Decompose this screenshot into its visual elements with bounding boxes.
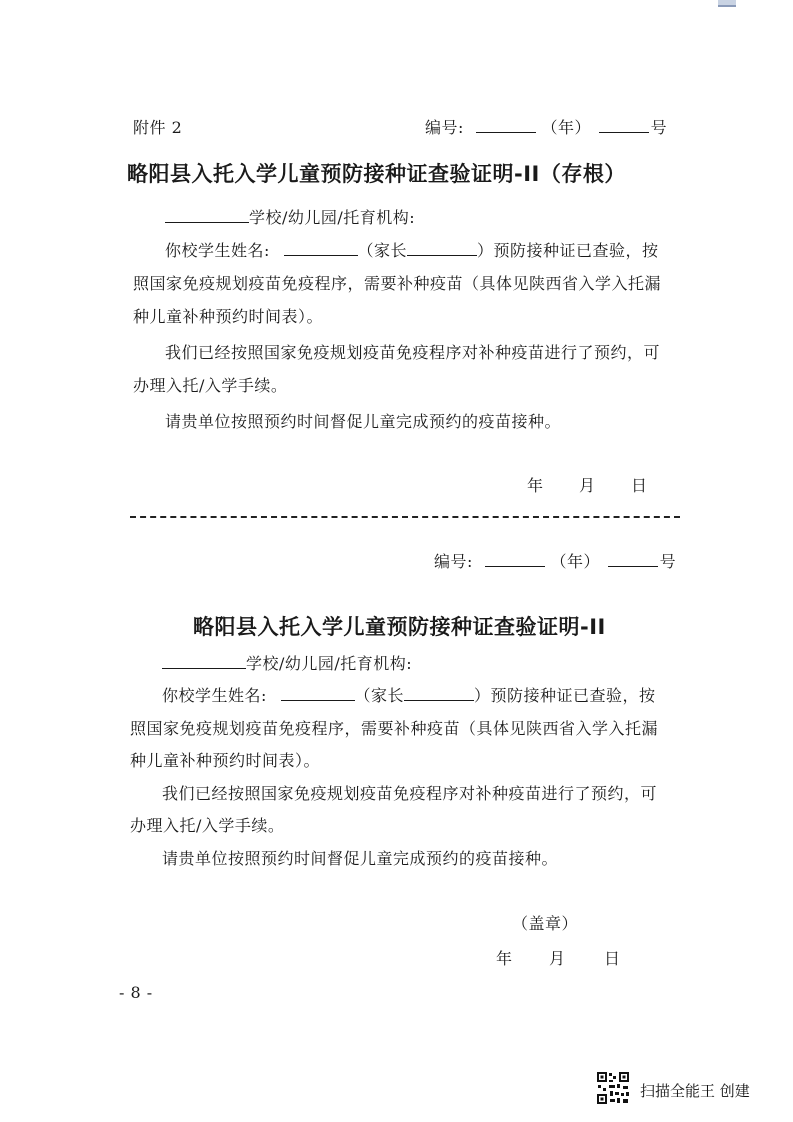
stub-number-line xyxy=(425,115,667,138)
number-blank xyxy=(476,118,536,133)
stub-student-line xyxy=(165,238,659,261)
qr-code-icon xyxy=(596,1071,630,1105)
attachment-label: 附件 2 xyxy=(133,118,183,137)
page-number: - 8 - xyxy=(119,983,153,1002)
slip-seal: （盖章） xyxy=(512,914,579,933)
checked-text: ）预防接种证已查验，按 xyxy=(477,241,659,260)
student-label: 你校学生姓名: xyxy=(165,241,270,260)
recipient-suffix: 学校/幼儿园/托育机构: xyxy=(246,654,413,673)
parent-name-blank xyxy=(407,241,477,256)
stub-date-month: 月 xyxy=(579,476,596,495)
slip-para2-line1: 我们已经按照国家免疫规划疫苗免疫程序对补种疫苗进行了预约，可 xyxy=(162,784,658,803)
number-suffix: 号 xyxy=(650,118,668,137)
slip-recipient-line xyxy=(162,651,412,674)
parent-label: （家长 xyxy=(357,241,408,260)
year-paren: （年） xyxy=(550,552,601,571)
checked-text: ）预防接种证已查验，按 xyxy=(474,686,656,705)
year-paren: （年） xyxy=(541,118,592,137)
slip-title: 略阳县入托入学儿童预防接种证查验证明-II xyxy=(193,615,606,639)
slip-para1-line2: 照国家免疫规划疫苗免疫程序，需要补种疫苗（具体见陕西省入学入托漏 xyxy=(130,719,659,738)
corner-scan-mark xyxy=(718,0,736,7)
stub-para2-line1: 我们已经按照国家免疫规划疫苗免疫程序对补种疫苗进行了预约，可 xyxy=(165,343,661,362)
cut-line-divider xyxy=(130,516,680,518)
recipient-suffix: 学校/幼儿园/托育机构: xyxy=(249,208,416,227)
scanner-watermark: 扫描全能王 创建 xyxy=(640,1082,750,1100)
serial-blank xyxy=(608,552,658,567)
slip-date-year: 年 xyxy=(496,949,513,968)
stub-para3: 请贵单位按照预约时间督促儿童完成预约的疫苗接种。 xyxy=(165,412,562,431)
number-blank xyxy=(485,552,545,567)
number-prefix: 编号: xyxy=(425,118,464,137)
stub-title: 略阳县入托入学儿童预防接种证查验证明-II（存根） xyxy=(127,162,626,186)
stub-date-year: 年 xyxy=(527,476,544,495)
slip-number-line xyxy=(434,549,676,572)
recipient-blank xyxy=(165,208,249,223)
slip-student-line xyxy=(162,683,656,706)
number-suffix: 号 xyxy=(659,552,677,571)
serial-blank xyxy=(599,118,649,133)
recipient-blank xyxy=(162,654,246,669)
stub-para2-line2: 办理入托/入学手续。 xyxy=(133,376,288,395)
stub-recipient-line xyxy=(165,205,415,228)
slip-para3: 请贵单位按照预约时间督促儿童完成预约的疫苗接种。 xyxy=(162,849,559,868)
number-prefix: 编号: xyxy=(434,552,473,571)
slip-para1-line3: 种儿童补种预约时间表）。 xyxy=(130,751,321,770)
stub-para1-line3: 种儿童补种预约时间表）。 xyxy=(133,307,324,326)
student-name-blank xyxy=(281,686,355,701)
slip-date-month: 月 xyxy=(549,949,566,968)
slip-date-day: 日 xyxy=(604,949,621,968)
student-label: 你校学生姓名: xyxy=(162,686,267,705)
parent-name-blank xyxy=(404,686,474,701)
stub-para1-line2: 照国家免疫规划疫苗免疫程序，需要补种疫苗（具体见陕西省入学入托漏 xyxy=(133,274,662,293)
stub-date-day: 日 xyxy=(631,476,648,495)
slip-para2-line2: 办理入托/入学手续。 xyxy=(130,816,285,835)
student-name-blank xyxy=(284,241,358,256)
parent-label: （家长 xyxy=(354,686,405,705)
